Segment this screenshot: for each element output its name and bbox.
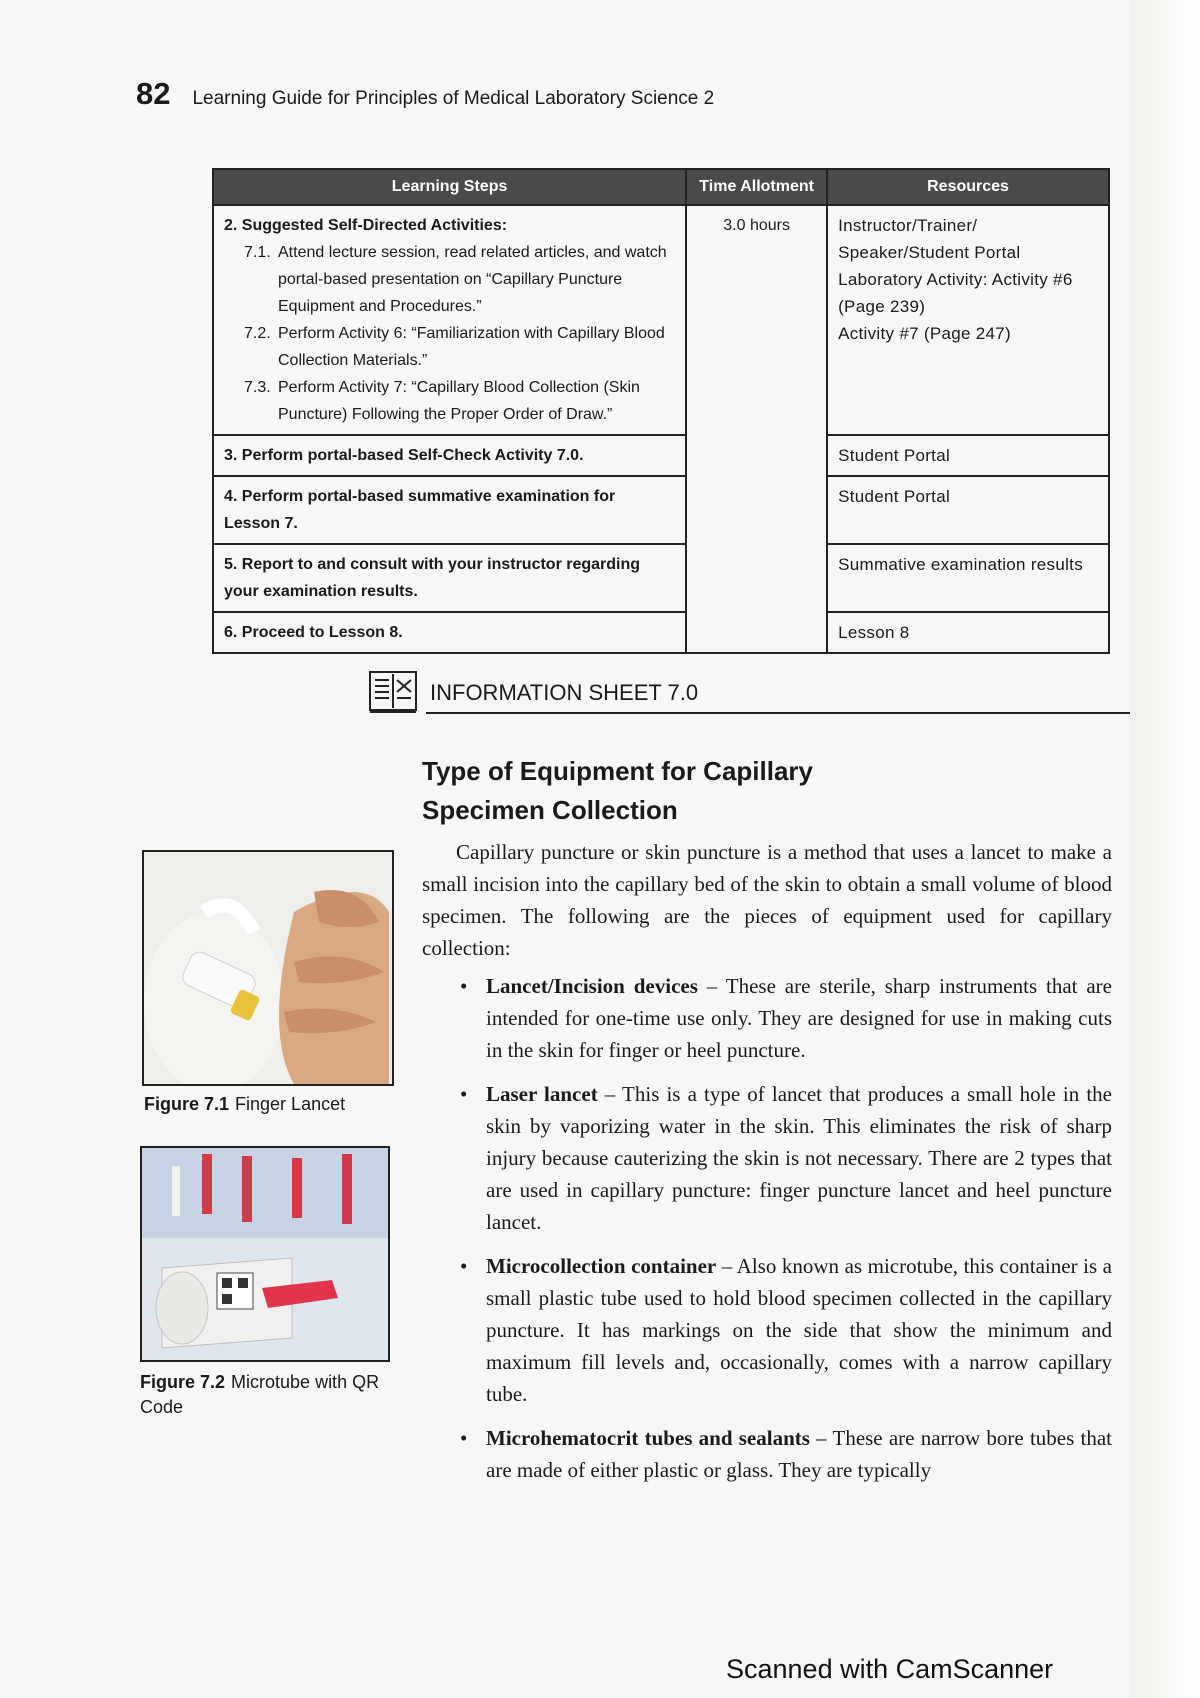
step-cell: 6. Proceed to Lesson 8. bbox=[213, 612, 686, 653]
bullet-icon: • bbox=[460, 1082, 468, 1106]
page-number: 82 bbox=[136, 76, 171, 111]
step-cell bbox=[213, 205, 686, 435]
bullet-text: – These are sterile, sharp instruments that are intended for one-time use only. They are designed for use in making cuts in the skin for finger or heel puncture. bbox=[486, 974, 1112, 1062]
figure-caption bbox=[140, 1370, 380, 1420]
finger-lancet-photo bbox=[142, 850, 394, 1086]
resource-cell bbox=[827, 205, 1109, 435]
resource-text: Activity #7 (Page 247) bbox=[838, 324, 1011, 343]
figure-label: Figure 7.2 bbox=[140, 1372, 226, 1392]
page-header bbox=[136, 76, 714, 112]
book-icon bbox=[368, 670, 418, 714]
resource-cell: Student Portal bbox=[827, 476, 1109, 544]
item-text: Perform Activity 7: “Capillary Blood Collection (Skin Puncture) Following the Proper Order of Draw.” bbox=[278, 379, 640, 423]
intro-text: Capillary puncture or skin puncture is a method that uses a lancet to make a small incision into the capillary bed of the skin to obtain a small volume of blood specimen. The following are the pieces of equipment used for capillary collection: bbox=[422, 840, 1112, 960]
table-row bbox=[213, 544, 1109, 612]
bullet-text: – This is a type of lancet that produces a small hole in the skin by vaporizing water in the skin. This eliminates the risk of sharp injury because cauterizing the skin is not necessary. There are 2 types that are used in capillary puncture: finger puncture lancet and heel puncture lancet. bbox=[486, 1082, 1112, 1234]
figure-caption bbox=[144, 1092, 345, 1117]
bullet-term: Microcollection container bbox=[486, 1254, 717, 1278]
list-item bbox=[244, 320, 675, 374]
bullet-term: Lancet/Incision devices bbox=[486, 974, 698, 998]
item-text: Perform Activity 6: “Familiarization with Capillary Blood Collection Materials.” bbox=[278, 325, 665, 369]
list-item bbox=[244, 374, 675, 428]
resource-cell: Student Portal bbox=[827, 435, 1109, 476]
microtube-photo bbox=[140, 1146, 390, 1362]
bullet-term: Microhematocrit tubes and sealants bbox=[486, 1426, 810, 1450]
time-cell: 3.0 hours bbox=[686, 205, 827, 653]
figure-caption-text: Microtube with QR Code bbox=[140, 1372, 380, 1417]
intro-paragraph bbox=[422, 836, 1112, 964]
list-item bbox=[460, 1422, 1112, 1486]
step-title: 2. Suggested Self-Directed Activities: bbox=[224, 217, 508, 234]
list-item bbox=[460, 1078, 1112, 1238]
microtube-illustration bbox=[142, 1148, 388, 1360]
list-item bbox=[244, 239, 675, 320]
bullet-icon: • bbox=[460, 1254, 468, 1278]
equipment-list bbox=[460, 970, 1112, 1498]
item-number: 7.2. bbox=[244, 325, 271, 342]
col-resources: Resources bbox=[827, 169, 1109, 205]
finger-lancet-illustration bbox=[144, 852, 392, 1084]
item-number: 7.1. bbox=[244, 244, 271, 261]
scan-edge bbox=[1130, 0, 1200, 1698]
bullet-icon: • bbox=[460, 1426, 468, 1450]
running-title: Learning Guide for Principles of Medical Laboratory Science 2 bbox=[192, 88, 715, 109]
bullet-icon: • bbox=[460, 974, 468, 998]
information-sheet-label: INFORMATION SHEET 7.0 bbox=[430, 680, 699, 705]
col-time-allotment: Time Allotment bbox=[686, 169, 827, 205]
step-cell: 4. Perform portal-based summative examination for Lesson 7. bbox=[213, 476, 686, 544]
table-row bbox=[213, 476, 1109, 544]
step-cell: 3. Perform portal-based Self-Check Activity 7.0. bbox=[213, 435, 686, 476]
step-cell: 5. Report to and consult with your instructor regarding your examination results. bbox=[213, 544, 686, 612]
table-row bbox=[213, 205, 1109, 435]
list-item bbox=[460, 1250, 1112, 1410]
figure-label: Figure 7.1 bbox=[144, 1094, 230, 1114]
list-item bbox=[460, 970, 1112, 1066]
learning-steps-table bbox=[212, 168, 1110, 654]
bullet-term: Laser lancet bbox=[486, 1082, 598, 1106]
table-row bbox=[213, 435, 1109, 476]
resource-cell: Lesson 8 bbox=[827, 612, 1109, 653]
table-row bbox=[213, 612, 1109, 653]
figure-caption-text: Finger Lancet bbox=[235, 1094, 346, 1114]
section-rule bbox=[426, 712, 1130, 714]
item-number: 7.3. bbox=[244, 379, 271, 396]
resource-cell: Summative examination results bbox=[827, 544, 1109, 612]
bullet-text: – These are narrow bore tubes that are made of either plastic or glass. They are typically bbox=[486, 1426, 1112, 1482]
table-header-row bbox=[213, 169, 1109, 205]
information-sheet-banner bbox=[368, 670, 1130, 716]
bullet-text: – Also known as microtube, this container is a small plastic tube used to hold blood specimen collected in the capillary puncture. It has markings on the side that show the minimum and maximum fill levels and, occasionally, comes with a narrow capillary tube. bbox=[486, 1254, 1112, 1406]
section-heading: Type of Equipment for Capillary Specimen Collection bbox=[422, 756, 814, 825]
resource-text: Instructor/Trainer/ Speaker/Student Portal bbox=[838, 216, 1021, 262]
col-learning-steps: Learning Steps bbox=[213, 169, 686, 205]
item-text: Attend lecture session, read related articles, and watch portal-based presentation on “Capillary Puncture Equipment and Procedures.” bbox=[278, 244, 667, 315]
resource-text: Laboratory Activity: Activity #6 (Page 239) bbox=[838, 270, 1073, 316]
scanner-watermark: Scanned with CamScanner bbox=[726, 1654, 1054, 1684]
